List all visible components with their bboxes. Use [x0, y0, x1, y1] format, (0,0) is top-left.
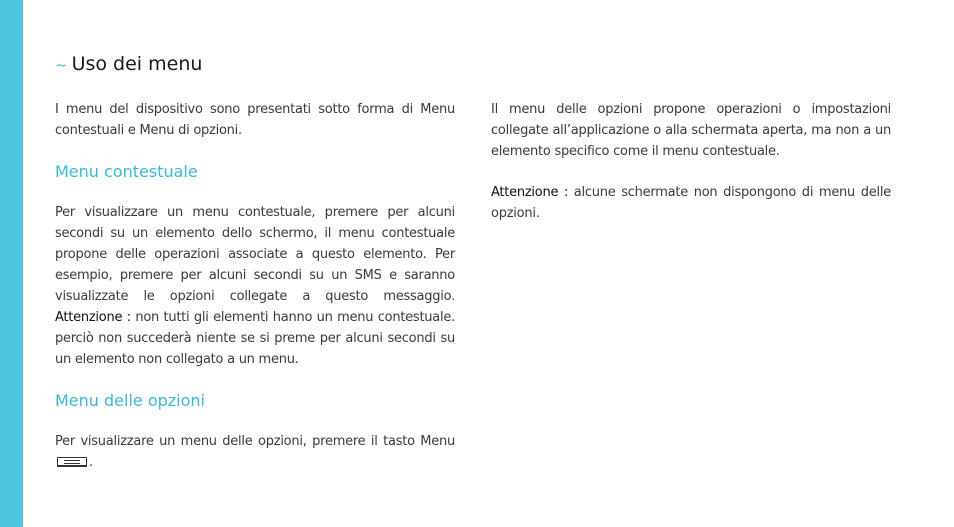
side-accent-bar [0, 0, 23, 527]
note-text: alcune schermate non dispongono di menu delle opzioni. [491, 185, 891, 221]
right-note-paragraph [491, 182, 891, 224]
heading-menu-opzioni: Menu delle opzioni [55, 391, 205, 410]
opzioni-description-paragraph: Il menu delle opzioni propone operazioni o impostazioni collegate all’applicazione o alla schermata aperta, ma non a un elemento specifico come il menu contestuale. [491, 102, 891, 159]
contestuale-paragraph [55, 202, 455, 370]
opzioni-body-end: . [89, 455, 93, 470]
title-text: Uso dei menu [71, 53, 203, 75]
contestuale-body: Per visualizzare un menu contestuale, premere per alcuni secondi su un elemento dello schermo, il menu contestuale propone delle operazioni associate a questo elemento. Per esempio, premere per alcuni secondi su un SMS e saranno visualizzate le opzioni collegate a questo messaggio. [55, 205, 455, 304]
note-label: Attenzione : [55, 310, 131, 325]
note-label: Attenzione : [491, 185, 569, 200]
opzioni-body: Per visualizzare un menu delle opzioni, premere il tasto Menu [55, 434, 455, 449]
right-column [491, 99, 891, 224]
intro-paragraph: I menu del dispositivo sono presentati sotto forma di Menu contestuali e Menu di opzioni. [55, 102, 455, 138]
opzioni-paragraph [55, 431, 455, 473]
menu-key-icon [57, 457, 87, 467]
heading-menu-contestuale: Menu contestuale [55, 162, 198, 181]
note-text: non tutti gli elementi hanno un menu contestuale. perciò non succederà niente se si preme per alcuni secondi su un elemento non collegato a un menu. [55, 310, 455, 367]
page-title [55, 53, 202, 75]
title-tilde: ~ [55, 56, 68, 74]
left-column [55, 99, 455, 473]
